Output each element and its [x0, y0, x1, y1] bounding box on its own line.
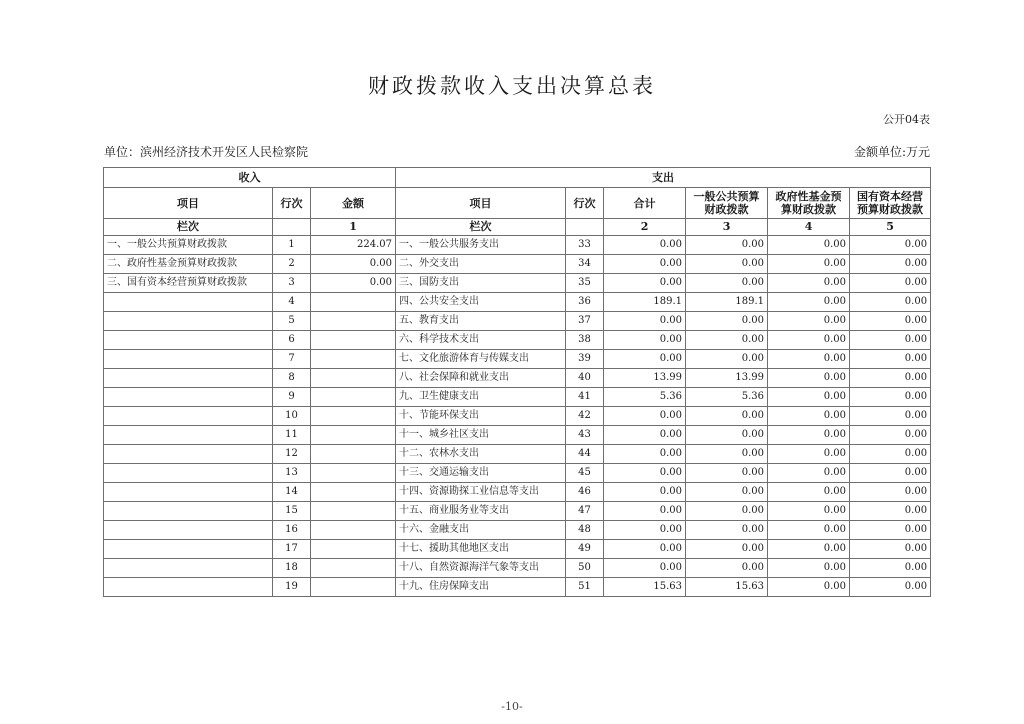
- expense-item-cell: 三、国防支出: [396, 274, 566, 293]
- gov-fund-cell: 0.00: [768, 331, 850, 350]
- state-capital-cell: 0.00: [850, 350, 931, 369]
- general-budget-cell: 0.00: [686, 255, 768, 274]
- general-budget-cell: 0.00: [686, 521, 768, 540]
- state-capital-cell: 0.00: [850, 578, 931, 597]
- income-line-cell: 9: [273, 388, 311, 407]
- income-amount-cell: [311, 464, 396, 483]
- income-line-cell: 2: [273, 255, 311, 274]
- gov-fund-cell: 0.00: [768, 293, 850, 312]
- table-row: [104, 559, 931, 578]
- gov-fund-cell: 0.00: [768, 540, 850, 559]
- expense-line-cell: 40: [566, 369, 604, 388]
- income-amount-cell: 224.07: [311, 236, 396, 255]
- income-item-cell: [104, 502, 273, 521]
- income-amount-cell: [311, 502, 396, 521]
- total-cell: 0.00: [604, 312, 686, 331]
- expense-line-cell: 35: [566, 274, 604, 293]
- total-cell: 0.00: [604, 255, 686, 274]
- expense-line-cell: 43: [566, 426, 604, 445]
- income-amount-cell: 0.00: [311, 274, 396, 293]
- table-row: [104, 331, 931, 350]
- income-line-cell: 3: [273, 274, 311, 293]
- section-header-row: [104, 168, 931, 188]
- expense-item-cell: 十四、资源勘探工业信息等支出: [396, 483, 566, 502]
- income-item-cell: [104, 540, 273, 559]
- income-amount-cell: [311, 426, 396, 445]
- expense-line-cell: 45: [566, 464, 604, 483]
- general-budget-cell: 0.00: [686, 331, 768, 350]
- state-capital-cell: 0.00: [850, 388, 931, 407]
- income-amount-cell: [311, 331, 396, 350]
- income-amount-cell: [311, 578, 396, 597]
- general-budget-cell: 0.00: [686, 274, 768, 293]
- income-item-cell: 三、国有资本经营预算财政拨款: [104, 274, 273, 293]
- page-number: -10-: [501, 700, 523, 713]
- general-budget-cell: 0.00: [686, 445, 768, 464]
- expense-item-cell: 九、卫生健康支出: [396, 388, 566, 407]
- expense-item-cell: 十一、城乡社区支出: [396, 426, 566, 445]
- income-item-cell: [104, 483, 273, 502]
- column-header-row: [104, 188, 931, 219]
- income-item-cell: [104, 578, 273, 597]
- income-line-cell: 10: [273, 407, 311, 426]
- gov-fund-cell: 0.00: [768, 521, 850, 540]
- table-row: [104, 540, 931, 559]
- general-budget-cell: 0.00: [686, 407, 768, 426]
- table-row: [104, 236, 931, 255]
- state-capital-cell: 0.00: [850, 483, 931, 502]
- state-capital-cell: 0.00: [850, 464, 931, 483]
- expense-line-blank: [566, 219, 604, 236]
- total-cell: 0.00: [604, 445, 686, 464]
- income-item-cell: [104, 521, 273, 540]
- income-item-cell: 二、政府性基金预算财政拨款: [104, 255, 273, 274]
- income-line-cell: 18: [273, 559, 311, 578]
- state-capital-cell: 0.00: [850, 502, 931, 521]
- expense-line-header: 行次: [566, 188, 604, 219]
- total-cell: 189.1: [604, 293, 686, 312]
- state-capital-cell: 0.00: [850, 312, 931, 331]
- gov-fund-header: 政府性基金预算财政拨款: [768, 188, 850, 219]
- total-cell: 0.00: [604, 350, 686, 369]
- income-amount-cell: [311, 445, 396, 464]
- expense-section-header: 支出: [396, 168, 931, 188]
- expense-line-cell: 46: [566, 483, 604, 502]
- income-amount-cell: [311, 388, 396, 407]
- expense-line-cell: 50: [566, 559, 604, 578]
- expense-item-cell: 六、科学技术支出: [396, 331, 566, 350]
- expense-line-cell: 42: [566, 407, 604, 426]
- total-cell: 0.00: [604, 464, 686, 483]
- table-row: [104, 407, 931, 426]
- income-item-cell: [104, 369, 273, 388]
- gov-fund-cell: 0.00: [768, 255, 850, 274]
- page-title: 财政拨款收入支出决算总表: [368, 74, 656, 98]
- general-budget-cell: 0.00: [686, 483, 768, 502]
- total-cell: 0.00: [604, 502, 686, 521]
- income-line-cell: 7: [273, 350, 311, 369]
- gov-fund-cell: 0.00: [768, 312, 850, 331]
- table-row: [104, 388, 931, 407]
- income-line-cell: 15: [273, 502, 311, 521]
- state-capital-cell: 0.00: [850, 540, 931, 559]
- general-budget-cell: 15.63: [686, 578, 768, 597]
- total-cell: 0.00: [604, 407, 686, 426]
- expense-line-cell: 39: [566, 350, 604, 369]
- expense-line-cell: 33: [566, 236, 604, 255]
- general-budget-cell: 13.99: [686, 369, 768, 388]
- table-row: [104, 502, 931, 521]
- general-budget-cell: 0.00: [686, 236, 768, 255]
- gov-fund-cell: 0.00: [768, 502, 850, 521]
- income-item-cell: [104, 445, 273, 464]
- income-item-cell: [104, 293, 273, 312]
- income-line-cell: 12: [273, 445, 311, 464]
- gov-fund-cell: 0.00: [768, 388, 850, 407]
- general-budget-cell: 0.00: [686, 502, 768, 521]
- unit-label: 单位：滨州经济技术开发区人民检察院: [104, 145, 309, 159]
- column-number-row: [104, 219, 931, 236]
- income-amount-cell: [311, 407, 396, 426]
- state-capital-cell: 0.00: [850, 236, 931, 255]
- expense-line-cell: 51: [566, 578, 604, 597]
- income-amount-cell: [311, 540, 396, 559]
- expense-line-cell: 44: [566, 445, 604, 464]
- income-amount-cell: 0.00: [311, 255, 396, 274]
- gov-fund-cell: 0.00: [768, 483, 850, 502]
- general-budget-cell: 0.00: [686, 350, 768, 369]
- income-item-cell: [104, 464, 273, 483]
- income-line-cell: 1: [273, 236, 311, 255]
- income-item-cell: [104, 388, 273, 407]
- state-capital-cell: 0.00: [850, 331, 931, 350]
- state-capital-cell: 0.00: [850, 426, 931, 445]
- gov-fund-cell: 0.00: [768, 578, 850, 597]
- total-cell: 0.00: [604, 236, 686, 255]
- expense-item-cell: 八、社会保障和就业支出: [396, 369, 566, 388]
- income-item-cell: [104, 559, 273, 578]
- table-row: [104, 293, 931, 312]
- general-budget-cell: 0.00: [686, 464, 768, 483]
- state-capital-cell: 0.00: [850, 407, 931, 426]
- gov-fund-cell: 0.00: [768, 464, 850, 483]
- total-cell: 0.00: [604, 559, 686, 578]
- general-budget-header: 一般公共预算财政拨款: [686, 188, 768, 219]
- expense-item-cell: 五、教育支出: [396, 312, 566, 331]
- total-cell: 0.00: [604, 331, 686, 350]
- table-row: [104, 521, 931, 540]
- general-budget-cell: 0.00: [686, 559, 768, 578]
- income-amount-cell: [311, 312, 396, 331]
- column-number-3: 3: [686, 219, 768, 236]
- general-budget-cell: 0.00: [686, 426, 768, 445]
- expense-line-cell: 34: [566, 255, 604, 274]
- expense-item-cell: 十五、商业服务业等支出: [396, 502, 566, 521]
- table-row: [104, 483, 931, 502]
- income-item-cell: [104, 350, 273, 369]
- total-cell: 15.63: [604, 578, 686, 597]
- total-cell: 0.00: [604, 521, 686, 540]
- total-cell: 0.00: [604, 274, 686, 293]
- gov-fund-cell: 0.00: [768, 236, 850, 255]
- table-row: [104, 464, 931, 483]
- income-item-cell: [104, 407, 273, 426]
- currency-label: 金额单位:万元: [853, 145, 930, 159]
- budget-summary-table: [103, 167, 931, 597]
- column-number-5: 5: [850, 219, 931, 236]
- gov-fund-cell: 0.00: [768, 407, 850, 426]
- expense-item-cell: 四、公共安全支出: [396, 293, 566, 312]
- income-amount-cell: [311, 559, 396, 578]
- income-line-cell: 11: [273, 426, 311, 445]
- income-amount-cell: [311, 350, 396, 369]
- gov-fund-cell: 0.00: [768, 350, 850, 369]
- income-line-cell: 16: [273, 521, 311, 540]
- expense-item-cell: 十、节能环保支出: [396, 407, 566, 426]
- income-item-cell: 一、一般公共预算财政拨款: [104, 236, 273, 255]
- income-item-header: 项目: [104, 188, 273, 219]
- income-line-header: 行次: [273, 188, 311, 219]
- table-row: [104, 578, 931, 597]
- table-row: [104, 312, 931, 331]
- state-capital-cell: 0.00: [850, 521, 931, 540]
- income-item-cell: [104, 331, 273, 350]
- table-row: [104, 255, 931, 274]
- income-line-cell: 13: [273, 464, 311, 483]
- income-column-label: 栏次: [104, 219, 273, 236]
- total-cell: 13.99: [604, 369, 686, 388]
- total-cell: 0.00: [604, 426, 686, 445]
- income-amount-cell: [311, 483, 396, 502]
- total-header: 合计: [604, 188, 686, 219]
- income-amount-cell: [311, 369, 396, 388]
- state-capital-cell: 0.00: [850, 255, 931, 274]
- income-line-cell: 19: [273, 578, 311, 597]
- income-amount-cell: [311, 521, 396, 540]
- state-capital-cell: 0.00: [850, 274, 931, 293]
- expense-line-cell: 41: [566, 388, 604, 407]
- gov-fund-cell: 0.00: [768, 445, 850, 464]
- state-capital-cell: 0.00: [850, 293, 931, 312]
- gov-fund-cell: 0.00: [768, 369, 850, 388]
- expense-item-cell: 十六、金融支出: [396, 521, 566, 540]
- form-code: 公开04表: [883, 113, 930, 126]
- total-cell: 0.00: [604, 540, 686, 559]
- income-line-cell: 6: [273, 331, 311, 350]
- gov-fund-cell: 0.00: [768, 559, 850, 578]
- table-row: [104, 350, 931, 369]
- income-line-cell: 5: [273, 312, 311, 331]
- table-row: [104, 426, 931, 445]
- expense-line-cell: 48: [566, 521, 604, 540]
- general-budget-cell: 189.1: [686, 293, 768, 312]
- expense-line-cell: 49: [566, 540, 604, 559]
- income-section-header: 收入: [104, 168, 396, 188]
- expense-item-cell: 十九、住房保障支出: [396, 578, 566, 597]
- state-capital-cell: 0.00: [850, 559, 931, 578]
- state-capital-cell: 0.00: [850, 369, 931, 388]
- general-budget-cell: 0.00: [686, 312, 768, 331]
- expense-line-cell: 36: [566, 293, 604, 312]
- gov-fund-cell: 0.00: [768, 274, 850, 293]
- expense-item-cell: 二、外交支出: [396, 255, 566, 274]
- table-row: [104, 445, 931, 464]
- general-budget-cell: 5.36: [686, 388, 768, 407]
- income-column-number: 1: [311, 219, 396, 236]
- expense-item-cell: 十三、交通运输支出: [396, 464, 566, 483]
- expense-line-cell: 38: [566, 331, 604, 350]
- income-line-cell: 4: [273, 293, 311, 312]
- expense-item-header: 项目: [396, 188, 566, 219]
- total-cell: 0.00: [604, 483, 686, 502]
- state-capital-cell: 0.00: [850, 445, 931, 464]
- gov-fund-cell: 0.00: [768, 426, 850, 445]
- expense-item-cell: 十七、援助其他地区支出: [396, 540, 566, 559]
- expense-column-label: 栏次: [396, 219, 566, 236]
- income-amount-header: 金额: [311, 188, 396, 219]
- income-line-blank: [273, 219, 311, 236]
- expense-line-cell: 47: [566, 502, 604, 521]
- expense-line-cell: 37: [566, 312, 604, 331]
- expense-item-cell: 七、文化旅游体育与传媒支出: [396, 350, 566, 369]
- income-line-cell: 8: [273, 369, 311, 388]
- table-row: [104, 274, 931, 293]
- income-amount-cell: [311, 293, 396, 312]
- table-row: [104, 369, 931, 388]
- income-line-cell: 17: [273, 540, 311, 559]
- expense-item-cell: 一、一般公共服务支出: [396, 236, 566, 255]
- column-number-4: 4: [768, 219, 850, 236]
- expense-item-cell: 十八、自然资源海洋气象等支出: [396, 559, 566, 578]
- income-item-cell: [104, 426, 273, 445]
- income-item-cell: [104, 312, 273, 331]
- state-capital-header: 国有资本经营预算财政拨款: [850, 188, 931, 219]
- general-budget-cell: 0.00: [686, 540, 768, 559]
- expense-item-cell: 十二、农林水支出: [396, 445, 566, 464]
- column-number-2: 2: [604, 219, 686, 236]
- total-cell: 5.36: [604, 388, 686, 407]
- income-line-cell: 14: [273, 483, 311, 502]
